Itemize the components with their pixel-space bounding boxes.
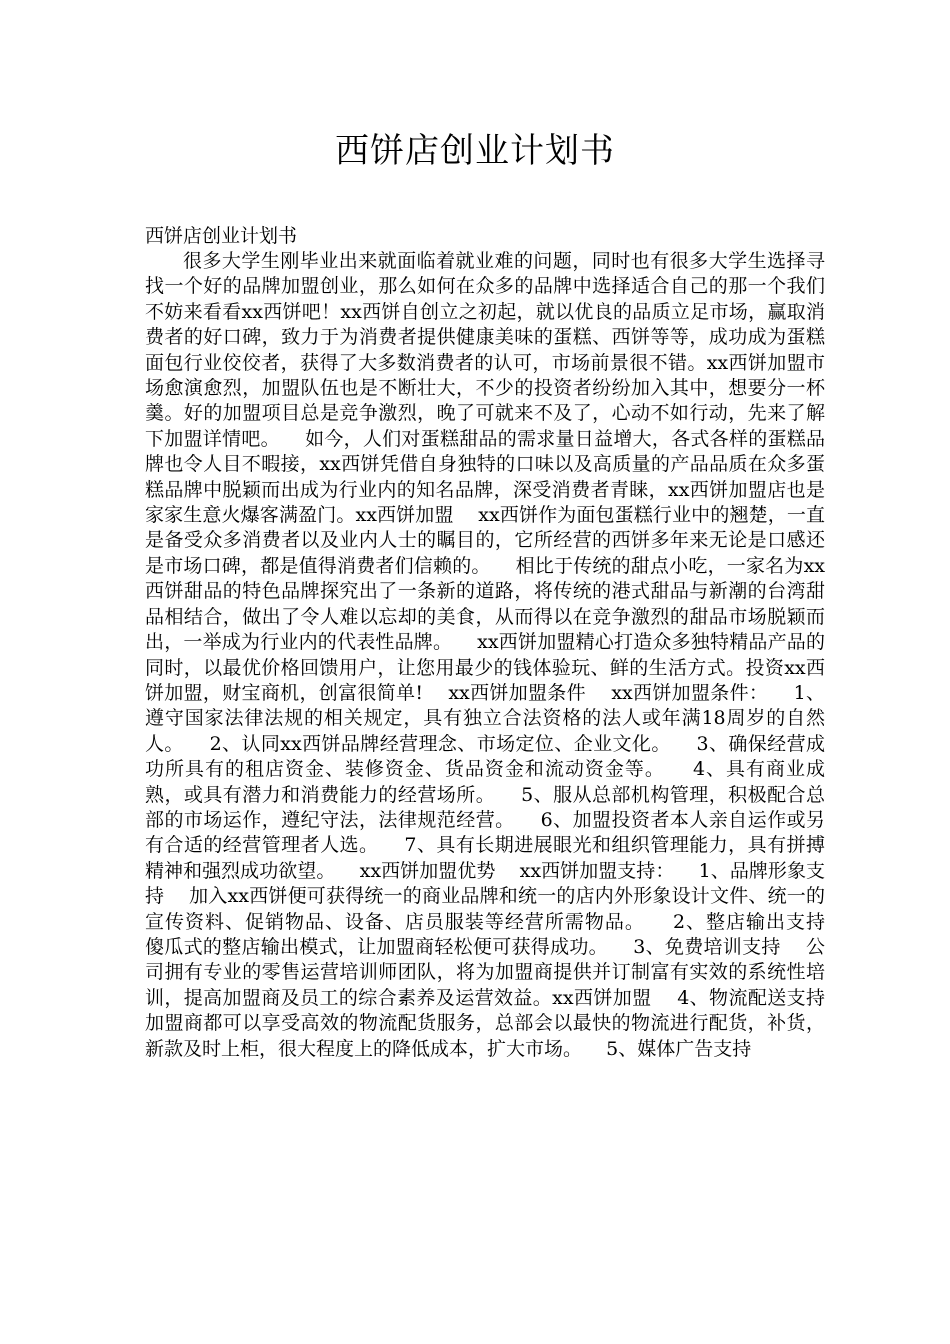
document-body-paragraph: 很多大学生刚毕业出来就面临着就业难的问题，同时也有很多大学生选择寻找一个好的品牌加盟创业，那么如何在众多的品牌中选择适合自己的那一个我们不妨来看看xx西饼吧！xx西饼自创立之初起，就以优良的品质立足市场，赢取消费者的好口碑，致力于为消费者提供健康美味的蛋糕、西饼等等，成功成为蛋糕面包行业佼佼者，获得了大多数消费者的认可，市场前景很不错。xx西饼加盟市场愈演愈烈，加盟队伍也是不断壮大，不少的投资者纷纷加入其中，想要分一杯羹。好的加盟项目总是竞争激烈，晚了可就来不及了，心动不如行动，先来了解下加盟详情吧。 如今，人们对蛋糕甜品的需求量日益增大，各式各样的蛋糕品牌也令人目不暇接，xx西饼凭借自身独特的口味以及高质量的产品品质在众多蛋糕品牌中脱颖而出成为行业内的知名品牌，深受消费者青睐，xx西饼加盟店也是家家生意火爆客满盈门。xx西饼加盟 xx西饼作为面包蛋糕行业中的翘楚，一直是备受众多消费者以及业内人士的瞩目的，它所经营的西饼多年来无论是口感还是市场口碑，都是值得消费者们信赖的。 相比于传统的甜点小吃，一家名为xx西饼甜品的特色品牌探究出了一条新的道路，将传统的港式甜品与新潮的台湾甜品相结合，做出了令人难以忘却的美食，从而得以在竞争激烈的甜品市场脱颖而出，一举成为行业内的代表性品牌。 xx西饼加盟精心打造众多独特精品产品的同时，以最优价格回馈用户，让您用最少的钱体验玩、鲜的生活方式。投资xx西饼加盟，财宝商机，创富很简单! xx西饼加盟条件 xx西饼加盟条件： 1、遵守国家法律法规的相关规定，具有独立合法资格的法人或年满18周岁的自然人。 2、认同xx西饼品牌经营理念、市场定位、企业文化。 3、确保经营成功所具有的租店资金、装修资金、货品资金和流动资金等。 4、具有商业成熟，或具有潜力和消费能力的经营场所。 5、服从总部机构管理，积极配合总部的市场运作，遵纪守法，法律规范经营。 6、加盟投资者本人亲自运作或另有合适的经营管理者人选。 7、具有长期进展眼光和组织管理能力，具有拼搏精神和强烈成功欲望。 xx西饼加盟优势 xx西饼加盟支持： 1、品牌形象支持 加入xx西饼便可获得统一的商业品牌和统一的店内外形象设计文件、统一的宣传资料、促销物品、设备、店员服装等经营所需物品。 2、整店输出支持 傻瓜式的整店输出模式，让加盟商轻松便可获得成功。 3、免费培训支持 公司拥有专业的零售运营培训师团队，将为加盟商提供并订制富有实效的系统性培训，提高加盟商及员工的综合素养及运营效益。xx西饼加盟 4、物流配送支持 加盟商都可以享受高效的物流配货服务，总部会以最快的物流进行配货，补货，新款及时上柜，很大程度上的降低成本，扩大市场。 5、媒体广告支持 — [145, 250, 850, 1060]
document-subtitle: 西饼店创业计划书 — [145, 225, 298, 247]
document-title: 西饼店创业计划书 — [335, 131, 615, 171]
